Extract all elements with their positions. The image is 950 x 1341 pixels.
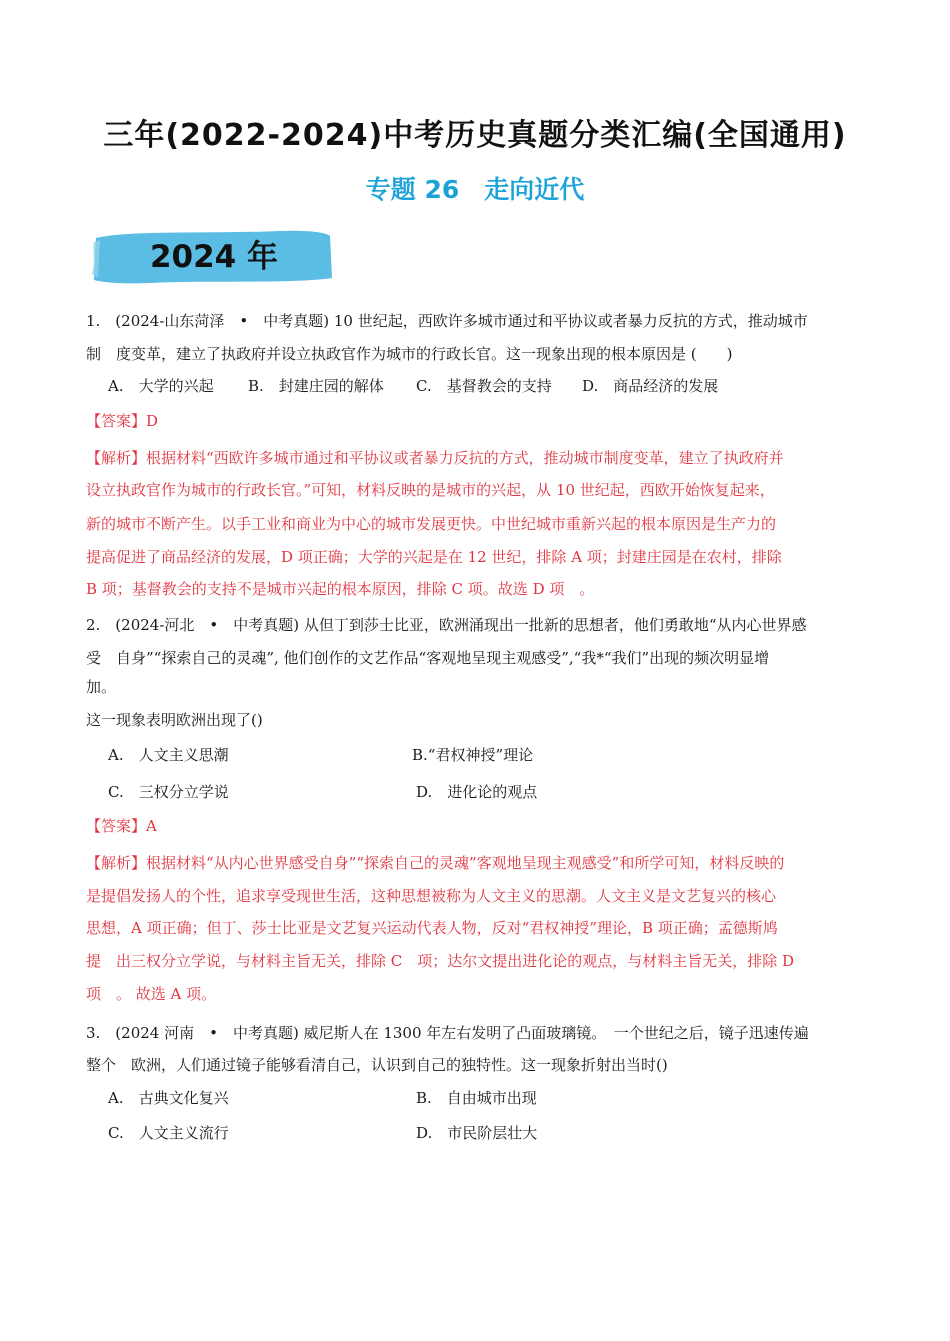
question-2-option-b: B.“君权神授”理论 bbox=[412, 746, 534, 764]
question-2-line-1: 2. (2024-河北 • 中考真题) 从但丁到莎士比亚，欧洲涌现出一批新的思想者，他们勇敢地“从内心世界感 bbox=[86, 616, 807, 634]
question-1-line-2: 制 度变革，建立了执政府并设立执政官作为城市的行政长官。这一现象出现的根本原因是 ( ) bbox=[86, 345, 733, 363]
question-2-line-2: 受 自身”“探索自己的灵魂”, 他们创作的文艺作品“客观地呈现主观感受”,“我*“我们”出现的频次明显增 bbox=[86, 649, 770, 667]
question-2-analysis-line-3: 思想，A 项正确；但丁、莎士比亚是文艺复兴运动代表人物，反对“君权神授”理论，B 项正确；孟德斯鸠 bbox=[86, 919, 778, 937]
question-1-answer: 【答案】D bbox=[86, 412, 159, 430]
question-1-option-c: C. 基督教会的支持 bbox=[416, 377, 552, 395]
document-title: 三年(2022-2024)中考历史真题分类汇编(全国通用) bbox=[103, 118, 847, 153]
question-1-option-d: D. 商品经济的发展 bbox=[582, 377, 719, 395]
question-1-option-b: B. 封建庄园的解体 bbox=[248, 377, 384, 395]
question-1-analysis-line-2: 设立执政官作为城市的行政长官。”可知，材料反映的是城市的兴起，从 10 世纪起，西欧开始恢复起来， bbox=[86, 481, 775, 499]
year-label: 2024 年 bbox=[149, 239, 279, 275]
question-1-line-1: 1. (2024-山东菏泽 • 中考真题) 10 世纪起，西欧许多城市通过和平协议或者暴力反抗的方式，推动城市 bbox=[86, 312, 808, 330]
question-3-option-c: C. 人文主义流行 bbox=[108, 1124, 229, 1142]
question-2-option-c: C. 三权分立学说 bbox=[108, 783, 229, 801]
question-2-analysis-line-2: 是提倡发扬人的个性，追求享受现世生活，这种思想被称为人文主义的思潮。人文主义是文艺复兴的核心 bbox=[86, 887, 777, 905]
question-2-line-4: 这一现象表明欧洲出现了() bbox=[86, 711, 263, 729]
question-3-option-d: D. 市民阶层壮大 bbox=[416, 1124, 538, 1142]
question-2-line-3: 加。 bbox=[86, 678, 117, 696]
question-3-option-a: A. 古典文化复兴 bbox=[108, 1089, 229, 1107]
question-2-option-d: D. 进化论的观点 bbox=[416, 783, 538, 801]
question-1-analysis-line-3: 新的城市不断产生。以手工业和商业为中心的城市发展更快。中世纪城市重新兴起的根本原因是生产力的 bbox=[86, 515, 777, 533]
question-1-analysis-line-5: B 项；基督教会的支持不是城市兴起的根本原因，排除 C 项。故选 D 项 。 bbox=[86, 580, 595, 598]
question-3-option-b: B. 自由城市出现 bbox=[416, 1089, 537, 1107]
question-2-analysis-line-5: 项 。 故选 A 项。 bbox=[86, 985, 217, 1003]
question-3-line-1: 3. (2024 河南 • 中考真题) 威尼斯人在 1300 年左右发明了凸面玻璃镜。 一个世纪之后，镜子迅速传遍 bbox=[86, 1024, 809, 1042]
question-1-option-a: A. 大学的兴起 bbox=[108, 377, 214, 395]
question-1-analysis-line-1: 【解析】根据材料“西欧许多城市通过和平协议或者暴力反抗的方式，推动城市制度变革，建立了执政府并 bbox=[86, 449, 784, 467]
question-1-analysis-line-4: 提高促进了商品经济的发展，D 项正确；大学的兴起是在 12 世纪，排除 A 项；封建庄园是在农村，排除 bbox=[86, 548, 782, 566]
question-3-line-2: 整个 欧洲，人们通过镜子能够看清自己，认识到自己的独特性。这一现象折射出当时() bbox=[86, 1056, 668, 1074]
question-2-answer: 【答案】A bbox=[86, 817, 157, 835]
question-2-analysis-line-1: 【解析】根据材料“从内心世界感受自身”“探索自己的灵魂”客观地呈现主观感受”和所学可知，材料反映的 bbox=[86, 854, 785, 872]
question-2-analysis-line-4: 提 出三权分立学说，与材料主旨无关，排除 C 项；达尔文提出进化论的观点，与材料主旨无关，排除 D bbox=[86, 952, 795, 970]
topic-subtitle: 专题 26 走向近代 bbox=[365, 175, 585, 204]
year-banner bbox=[90, 228, 334, 286]
question-2-option-a: A. 人文主义思潮 bbox=[108, 746, 229, 764]
